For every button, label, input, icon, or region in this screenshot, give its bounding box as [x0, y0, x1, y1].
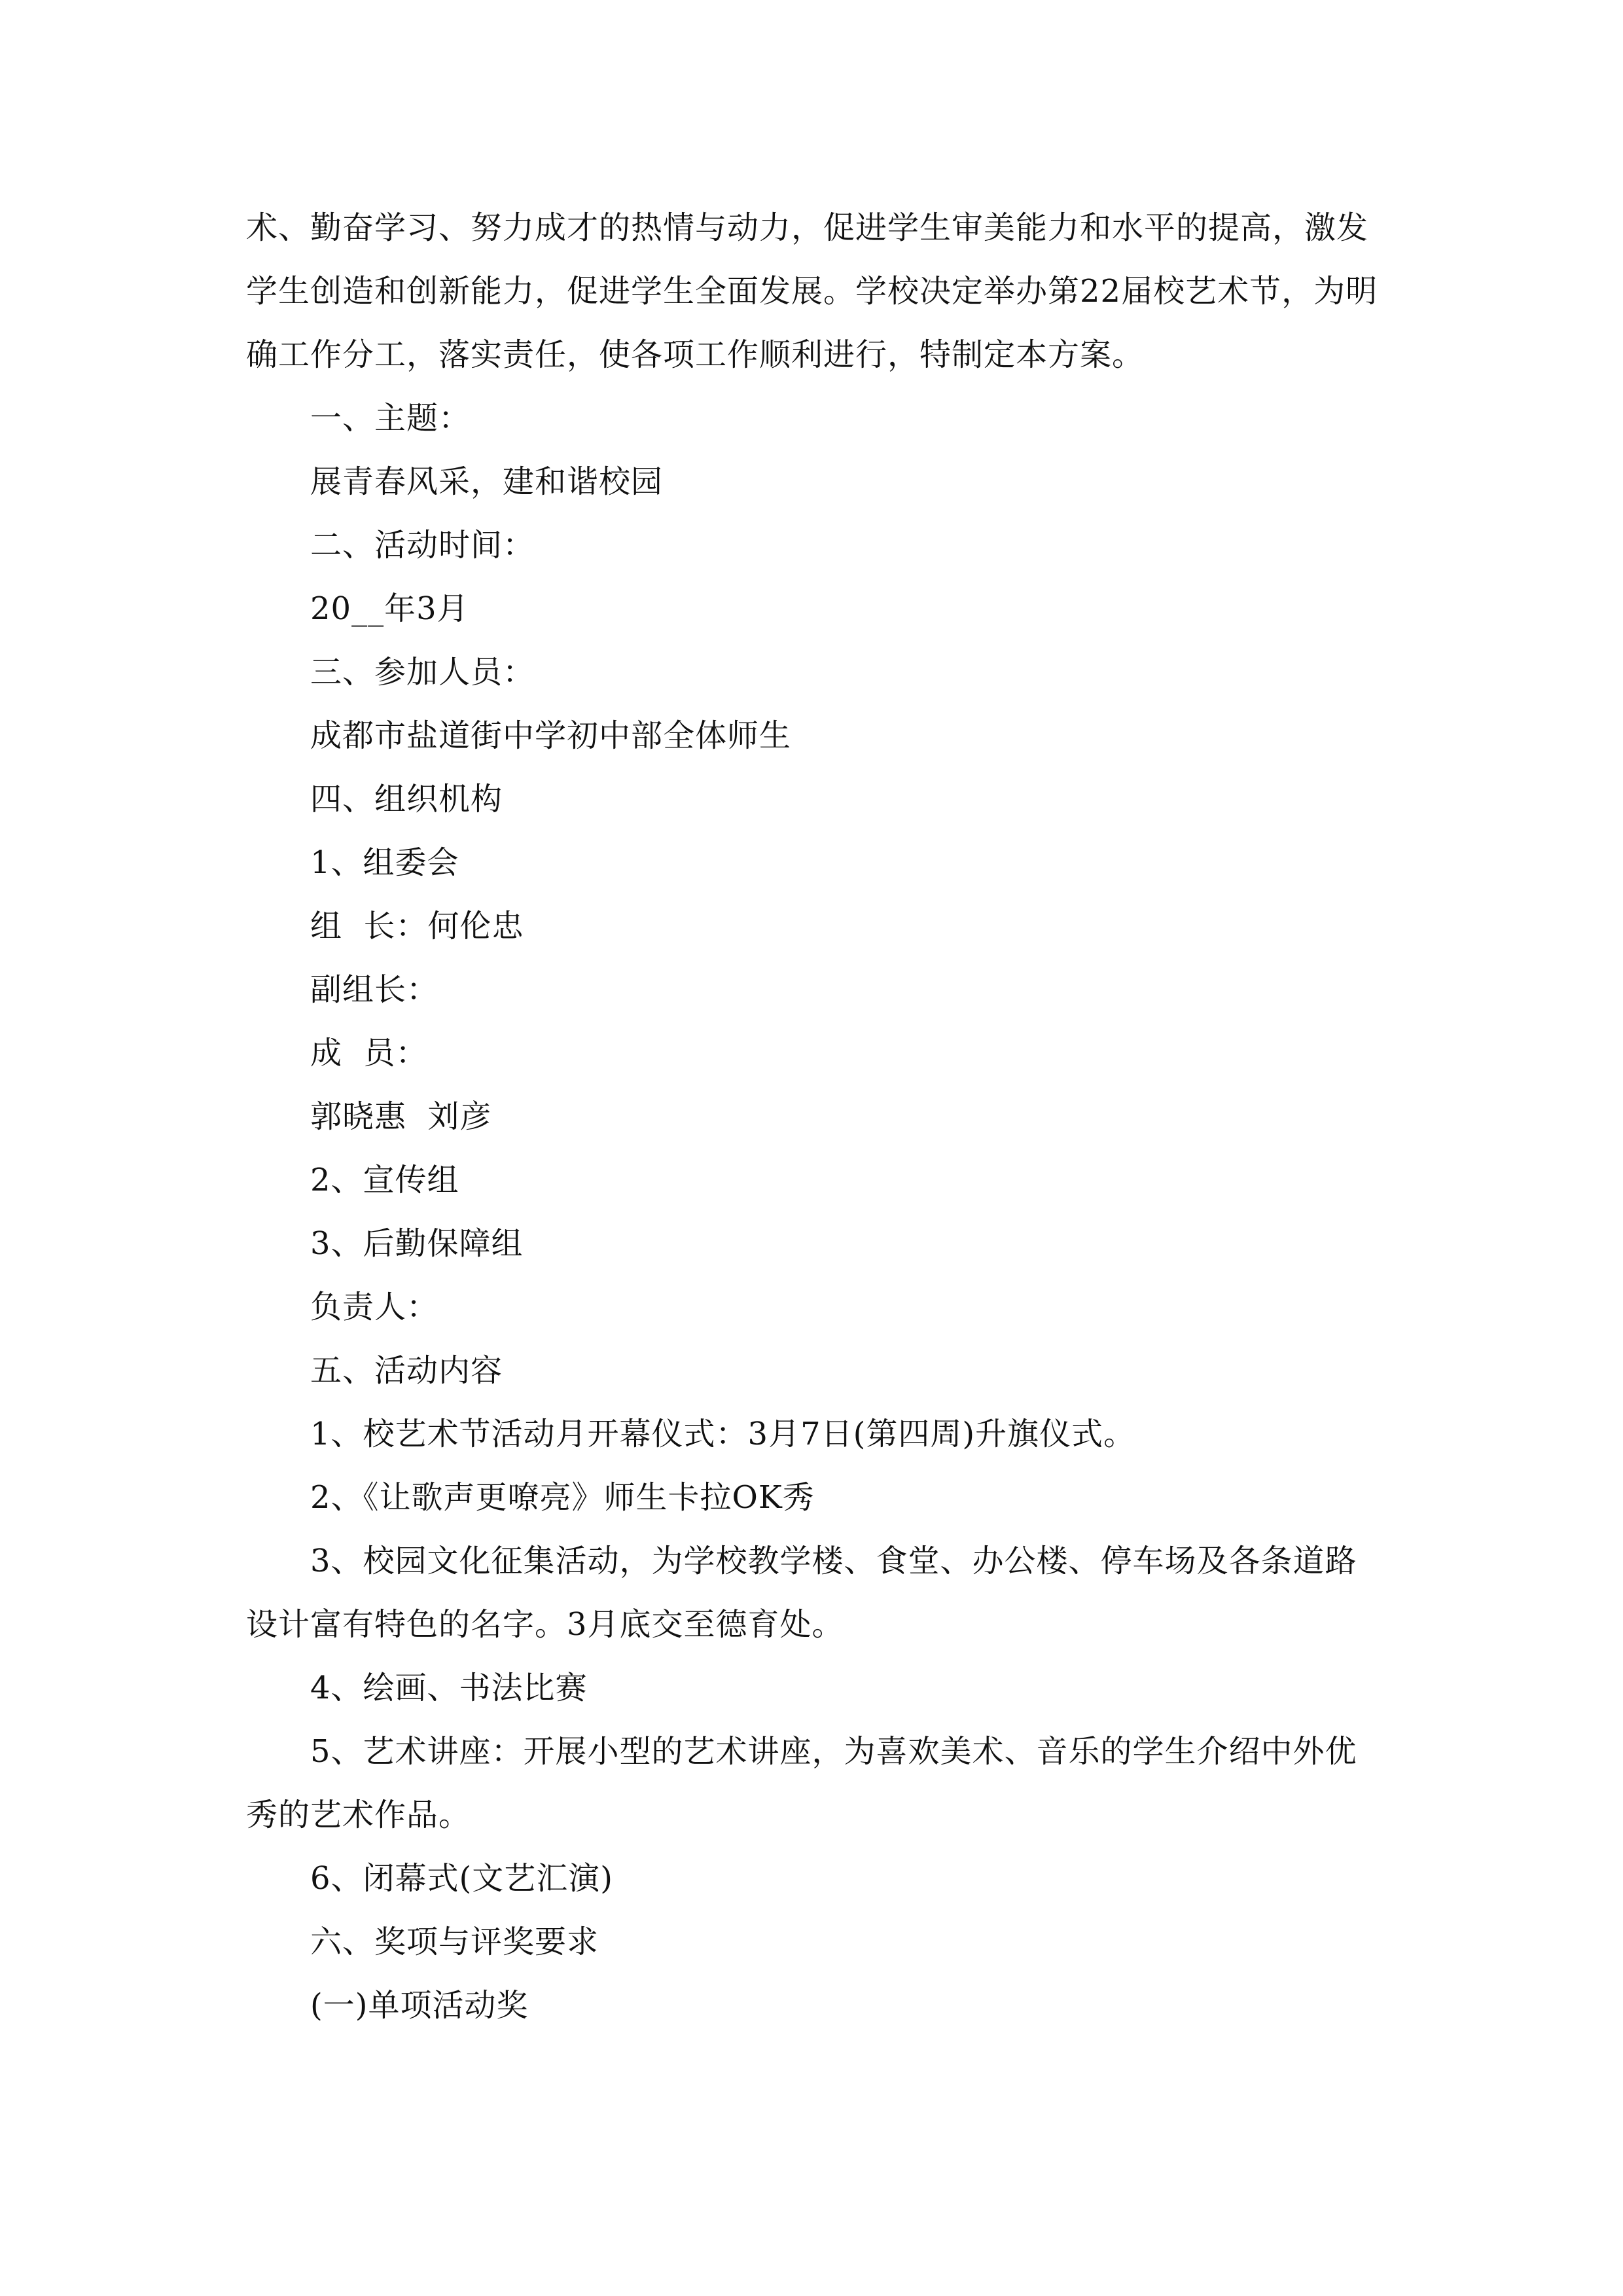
subsection-1-heading: (一)单项活动奖 — [310, 1987, 529, 2024]
section-3-heading: 三、参加人员： — [310, 654, 535, 691]
section-4-heading: 四、组织机构 — [310, 781, 503, 817]
activity-item-3: 3、校园文化征集活动，为学校教学楼、食堂、办公楼、停车场及各条道路设计富有特色的名字。3月底交至德育处。 — [246, 1543, 1357, 1643]
person-in-charge-line: 负责人： — [310, 1289, 439, 1325]
deputy-leader-line: 副组长： — [310, 971, 439, 1008]
section-2-heading: 二、活动时间： — [310, 527, 535, 564]
section-5-heading: 五、活动内容 — [310, 1352, 503, 1389]
member-names: 郭晓惠 刘彦 — [310, 1098, 492, 1135]
logistics-group-heading: 3、后勤保障组 — [310, 1225, 524, 1262]
activity-item-4: 4、绘画、书法比赛 — [310, 1670, 588, 1706]
leader-line: 组 长：何伦忠 — [310, 908, 524, 944]
members-line: 成 员： — [310, 1035, 428, 1071]
section-6-heading: 六、奖项与评奖要求 — [310, 1924, 599, 1960]
section-1-heading: 一、主题： — [310, 400, 471, 437]
intro-paragraph: 术、勤奋学习、努力成才的热情与动力，促进学生审美能力和水平的提高，激发学生创造和创新能力，促进学生全面发展。学校决定举办第22届校艺术节，为明确工作分工，落实责任，使各项工作顺利进行，特制定本方案。 — [246, 209, 1378, 373]
participants-text: 成都市盐道街中学初中部全体师生 — [310, 717, 792, 754]
activity-item-5: 5、艺术讲座：开展小型的艺术讲座，为喜欢美术、音乐的学生介绍中外优秀的艺术作品。 — [246, 1733, 1357, 1833]
document-body — [246, 196, 1378, 2037]
committee-heading: 1、组委会 — [310, 844, 459, 881]
theme-text: 展青春风采，建和谐校园 — [310, 463, 664, 500]
publicity-group-heading: 2、宣传组 — [310, 1162, 459, 1198]
activity-item-2: 2、《让歌声更嘹亮》师生卡拉OK秀 — [310, 1479, 815, 1516]
activity-item-1: 1、校艺术节活动月开幕仪式：3月7日(第四周)升旗仪式。 — [310, 1416, 1136, 1452]
activity-item-6: 6、闭幕式(文艺汇演) — [310, 1860, 613, 1897]
activity-time-text: 20__年3月 — [310, 590, 469, 627]
